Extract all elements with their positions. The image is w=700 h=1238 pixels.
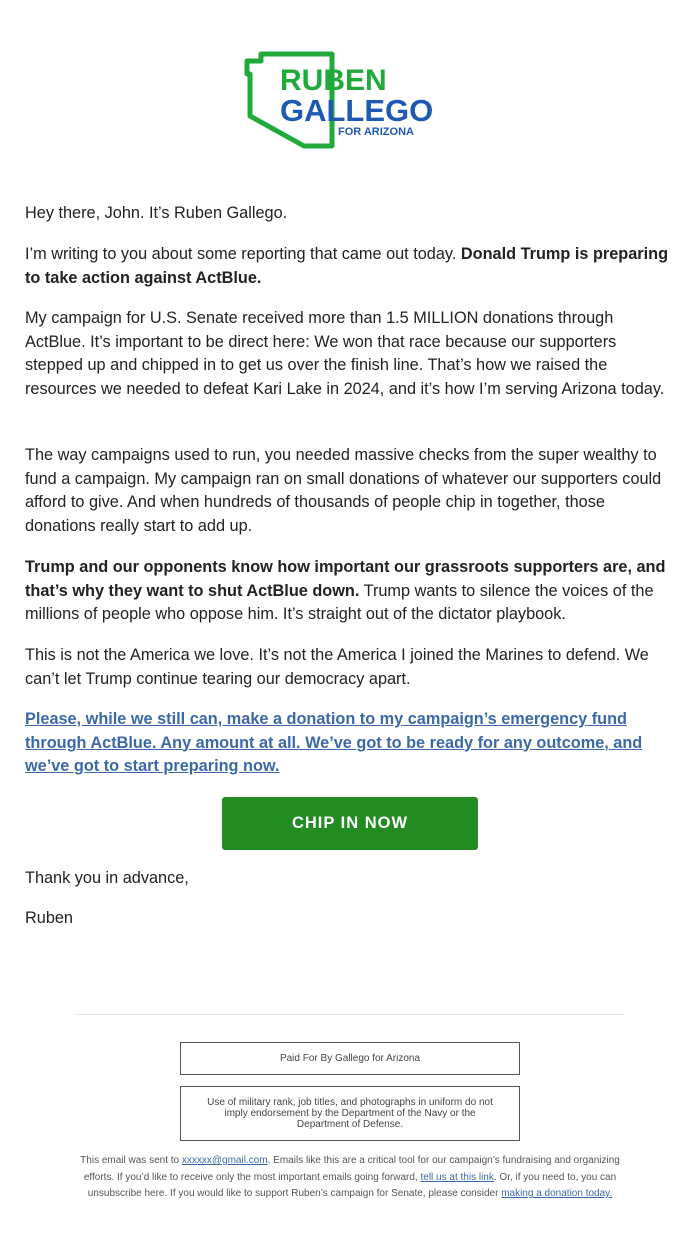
thanks-line: Thank you in advance,: [25, 869, 189, 887]
tell-us-link[interactable]: tell us at this link: [420, 1171, 494, 1183]
campaign-paragraph: My campaign for U.S. Senate received more than 1.5 MILLION donations through ActBlue. It’s important to be direct here: We won that race because our supporters stepped up and chipped in to get us over the finish line. That’s how we raised the resources we needed to defeat Kari Lake in 2024, and it’s how I’m serving Arizona today.: [25, 309, 665, 398]
emergency-fund-link[interactable]: Please, while we still can, make a donation to my campaign’s emergency fund through ActBlue. Any amount at all. We’ve got to be ready for any outcome, and we’ve got to start preparing now.: [25, 710, 643, 775]
logo-gallego: GALLEGO: [280, 93, 434, 128]
donation-link-paragraph: [25, 708, 675, 779]
intro-paragraph: I’m writing to you about some reporting that came out today. Donald Trump is preparing to take action against ActBlue.: [25, 245, 669, 287]
make-donation-link[interactable]: making a donation today.: [501, 1188, 613, 1199]
logo-for-arizona: FOR ARIZONA: [338, 126, 414, 138]
campaign-logo: [244, 46, 450, 154]
campaigns-paragraph: The way campaigns used to run, you needed massive checks from the super wealthy to fund a campaign. My campaign ran on small donations of whatever our supporters could afford to give. And when hundreds of thousands of people chip in together, those donations really start to add up.: [25, 446, 662, 535]
greeting: Hey there, John. It’s Ruben Gallego.: [25, 204, 288, 222]
signature: Ruben: [25, 909, 73, 927]
chip-in-now-button[interactable]: CHIP IN NOW: [222, 797, 478, 850]
military-disclaimer-box: [180, 1086, 520, 1141]
logo-ruben: RUBEN: [280, 64, 387, 97]
footer-divider: [75, 1014, 625, 1015]
paid-for-box: [180, 1042, 520, 1075]
recipient-email-link[interactable]: xxxxxx@gmail.com: [181, 1155, 268, 1166]
military-disclaimer-text: Use of military rank, job titles, and photographs in uniform do not imply endorsement by the Department of the Navy or the Department of Defense.: [207, 1097, 493, 1130]
america-paragraph: This is not the America we love. It’s not the America I joined the Marines to defend. We can’t let Trump continue tearing our democracy apart.: [25, 646, 649, 688]
paid-for-text: Paid For By Gallego for Arizona: [279, 1053, 421, 1064]
trump-paragraph: Trump and our opponents know how important our grassroots supporters are, and that’s why they want to shut ActBlue down. Trump wants to silence the voices of the millions of people who oppose him. It’s straight out of the dictator playbook.: [25, 558, 666, 623]
footer-text: This email was sent to xxxxxx@gmail.com. Emails like this are a critical tool for our campaign’s fundraising and organizing efforts. If you’d like to receive only the most important emails going forward, tell us at this link. Or, if you need to, you can unsubscribe here. If you would like to support Ruben’s campaign for Senate, please consider making a donation today.: [80, 1155, 620, 1199]
